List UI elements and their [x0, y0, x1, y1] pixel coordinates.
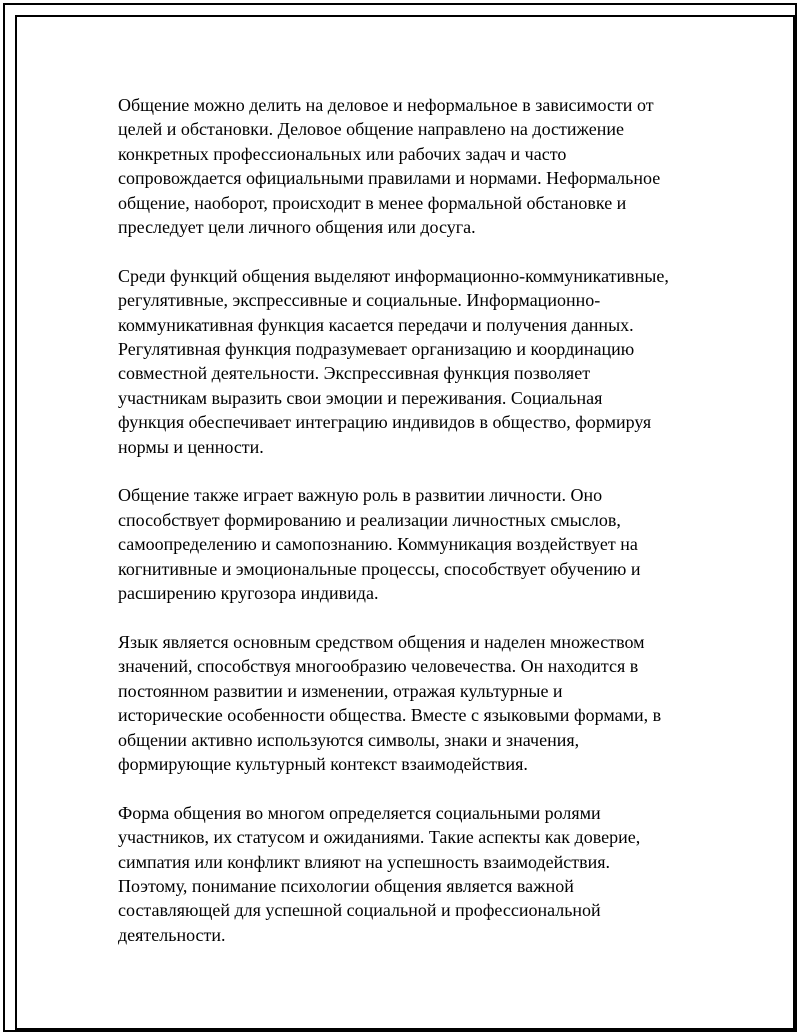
paragraph-social-roles: Форма общения во многом определяется социальными ролями участников, их статусом и ожиданиями. Такие аспекты как доверие, симпатия или конфликт влияют на успешность взаимодействия. Поэтому, понимание психологии общения является важной составляющей для успешной социальной и профессиональной деятельности.: [118, 802, 641, 945]
paragraph-business-vs-informal: Общение можно делить на деловое и неформальное в зависимости от целей и обстановки. Деловое общение направлено на достижение конкретных профессиональных или рабочих задач и часто сопровождается официальными правилами и нормами. Неформальное общение, наоборот, происходит в менее формальной обстановке и преследует цели личного общения или досуга.: [118, 95, 661, 238]
document-body: [118, 93, 703, 947]
paragraph-communication-functions: Среди функций общения выделяют информационно-коммуникативные, регулятивные, экспрессивные и социальные. Информационно- коммуникативная функция касается передачи и получения данных. Регулятивная функция подразумевает организацию и координацию совместной деятельности. Экспрессивная функция позволяет участникам выразить свои эмоции и переживания. Социальная функция обеспечивает интеграцию индивидов в общество, формируя нормы и ценности.: [118, 265, 669, 457]
paragraph-personality-development: Общение также играет важную роль в развитии личности. Оно способствует формированию и реализации личностных смыслов, самоопределению и самопознанию. Коммуникация воздействует на когнитивные и эмоциональные процессы, способствует обучению и расширению кругозора индивида.: [118, 485, 641, 604]
paragraph-language: Язык является основным средством общения и наделен множеством значений, способствуя многообразию человечества. Он находится в постоянном развитии и изменении, отражая культурные и исторические особенности общества. Вместе с языковыми формами, в общении активно используются символы, знаки и значения, формирующие культурный контекст взаимодействия.: [118, 631, 662, 774]
